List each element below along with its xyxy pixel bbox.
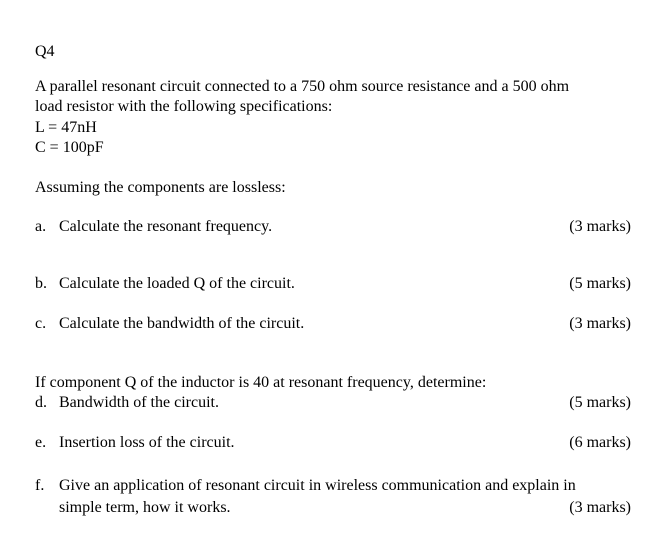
condition-text: If component Q of the inductor is 40 at resonant frequency, determine: [35,374,487,391]
part-marks: (3 marks) [569,499,631,516]
part-text: Calculate the loaded Q of the circuit. [59,275,295,292]
part-marks: (3 marks) [569,218,631,235]
part-letter: e. [35,434,47,451]
part-marks: (6 marks) [569,434,631,451]
part-letter: a. [35,218,47,235]
spec-capacitance: C = 100pF [35,139,104,156]
part-marks: (5 marks) [569,394,631,411]
question-number: Q4 [35,43,55,60]
assumption-text: Assuming the components are lossless: [35,179,286,196]
part-text: Bandwidth of the circuit. [59,394,219,411]
part-letter: c. [35,315,47,332]
spec-inductance: L = 47nH [35,119,97,136]
part-marks: (5 marks) [569,275,631,292]
part-text: Insertion loss of the circuit. [59,434,235,451]
part-letter: b. [35,275,47,292]
part-text: Calculate the resonant frequency. [59,218,273,235]
intro-line-1: A parallel resonant circuit connected to a 750 ohm source resistance and a 500 ohm [35,78,570,95]
part-text: Give an application of resonant circuit in wireless communication and explain in [59,477,576,494]
part-letter: d. [35,394,47,411]
part-text-continued: simple term, how it works. [59,499,231,516]
part-text: Calculate the bandwidth of the circuit. [59,315,305,332]
intro-line-2: load resistor with the following specifications: [35,98,333,115]
part-marks: (3 marks) [569,315,631,332]
part-letter: f. [35,477,45,494]
